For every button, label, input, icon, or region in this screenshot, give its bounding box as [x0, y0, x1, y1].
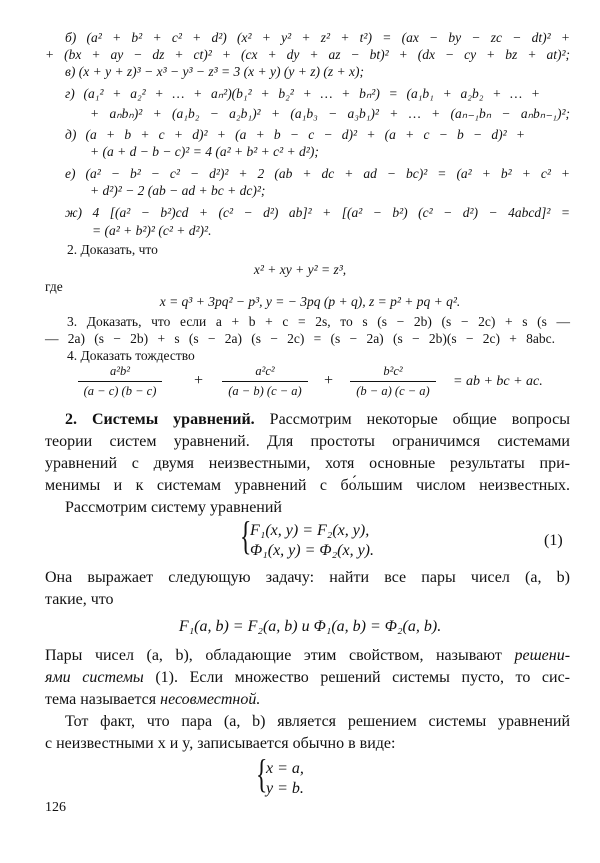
- section-heading: 2. Системы уравнений.: [65, 411, 255, 428]
- equation-number-1: (1): [544, 532, 563, 549]
- exercise-2-where: где: [45, 279, 63, 294]
- exercise-1zh-line-1: ж) 4 [(a² − b²)cd + (c² − d²) ab]² + [(a² − b²) (c² − d²) − 4abcd]² =: [65, 205, 570, 220]
- exercise-1v: в) (x + y + z)³ − x³ − y³ − z³ = 3 (x + y) (y + z) (z + x);: [65, 64, 364, 79]
- section-paragraph-1-line-4: менимы и к системам уравнений с бо́льшим числом неизвестных.: [45, 477, 570, 494]
- fraction-2-numerator: a²c²: [255, 364, 275, 378]
- exercise-1b-line-1: б) (a² + b² + c² + d²) (x² + y² + z² + t²) = (ax − by − zc − dt)² +: [65, 30, 570, 45]
- text: тема называется: [45, 691, 157, 708]
- exercise-2-definitions: x = q³ + 3pq² − p³, y = − 3pq (p + q), z = p² + pq + q².: [159, 294, 461, 309]
- section-paragraph-4-line-3: [45, 690, 260, 710]
- exercise-2-formula: x² + xy + y² = z³,: [253, 262, 347, 277]
- exercise-3-line-2: — 2a) (s − 2b) + s (s − 2a) (s − 2c) = (s − 2a) (s − 2b)(s − 2c) + 8abc.: [45, 331, 555, 346]
- section-paragraph-4-line-2: [45, 668, 570, 688]
- plus-sign-1: +: [193, 372, 204, 389]
- section-paragraph-3-line-2: такие, что: [45, 591, 114, 608]
- plus-sign-2: +: [323, 372, 334, 389]
- exercise-4-title: 4. Доказать тождество: [67, 348, 195, 363]
- system-2-brace: {: [255, 751, 268, 796]
- emphasis-term: ями системы: [45, 669, 144, 686]
- text: (1). Если множество решений системы пусто, то сис-: [155, 669, 571, 686]
- system-1-brace: {: [239, 513, 252, 558]
- exercise-1e-line-1: е) (a² − b² − c² − d²)² + 2 (ab + dc + ad − bc)² = (a² + b² + c² +: [65, 166, 570, 181]
- text: Пары чисел (a, b), обладающие этим свойством, называют: [45, 647, 502, 664]
- section-paragraph-1-line-2: теории систем уравнений. Для простоты ограничимся системами: [45, 433, 570, 450]
- exercise-1b-line-2: + (bx + ay − dz + ct)² + (cx + dy + az − bt)² + (dx − cy + bz + at)²;: [45, 47, 570, 62]
- exercise-1e-line-2: + d²)² − 2 (ab − ad + bc + dc)²;: [90, 183, 266, 198]
- exercise-3-line-1: 3. Доказать, что если a + b + c = 2s, то s (s − 2b) (s − 2c) + s (s —: [67, 314, 570, 329]
- emphasis-term: несовместной.: [160, 691, 261, 708]
- system-1-equation-1: F₁(x, y) = F₂(x, y),: [250, 522, 370, 539]
- fraction-3-denominator: (b − a) (c − a): [350, 381, 435, 399]
- exercise-1d-line-2: + (a + d − b − c)² = 4 (a² + b² + c² + d²);: [90, 144, 319, 159]
- fraction-2: [210, 364, 320, 399]
- page-number: 126: [45, 800, 66, 815]
- emphasis-term: решени-: [514, 647, 571, 664]
- exercise-2-title: 2. Доказать, что: [67, 242, 158, 257]
- exercise-1g-line-1: г) (a₁² + a₂² + … + aₙ²)(b₁² + b₂² + … + bₙ²) = (a₁b₁ + a₂b₂ + … +: [65, 86, 540, 101]
- section-paragraph-1-line-1: [65, 410, 570, 430]
- section-paragraph-2: Рассмотрим систему уравнений: [65, 499, 282, 516]
- system-2-equation-1: x = a,: [266, 760, 304, 777]
- task-formula: F₁(a, b) = F₂(a, b) и Φ₁(a, b) = Φ₂(a, b).: [178, 618, 442, 635]
- identity-rhs: = ab + bc + ac.: [453, 374, 543, 389]
- system-2-equation-2: y = b.: [266, 780, 304, 797]
- section-paragraph-1-line-3: уравнений с двумя неизвестными, хотя основные результаты при-: [45, 455, 570, 472]
- fraction-2-denominator: (a − b) (c − a): [222, 381, 307, 399]
- fraction-1-numerator: a²b²: [110, 364, 130, 378]
- exercise-1d-line-1: д) (a + b + c + d)² + (a + b − c − d)² + (a + c − b − d)² +: [65, 127, 525, 142]
- system-1-equation-2: Φ₁(x, y) = Φ₂(x, y).: [250, 542, 374, 559]
- fraction-3: [338, 364, 448, 399]
- exercise-1zh-line-2: = (a² + b²)² (c² + d²)².: [92, 223, 212, 238]
- section-paragraph-5-line-1: Тот факт, что пара (a, b) является решением системы уравнений: [65, 713, 570, 730]
- fraction-1-denominator: (a − c) (b − c): [78, 381, 163, 399]
- section-paragraph-5-line-2: с неизвестными x и y, записывается обычно в виде:: [45, 735, 396, 752]
- fraction-1: [55, 364, 185, 399]
- section-paragraph-3-line-1: Она выражает следующую задачу: найти все пары чисел (a, b): [45, 569, 570, 586]
- fraction-3-numerator: b²c²: [383, 364, 403, 378]
- section-text: Рассмотрим некоторые общие вопросы: [269, 411, 571, 428]
- section-paragraph-4-line-1: [45, 646, 570, 666]
- exercise-1g-line-2: + aₙbₙ)² + (a₁b₂ − a₂b₁)² + (a₁b₃ − a₃b₁)² + … + (aₙ₋₁bₙ − aₙbₙ₋₁)²;: [90, 106, 570, 121]
